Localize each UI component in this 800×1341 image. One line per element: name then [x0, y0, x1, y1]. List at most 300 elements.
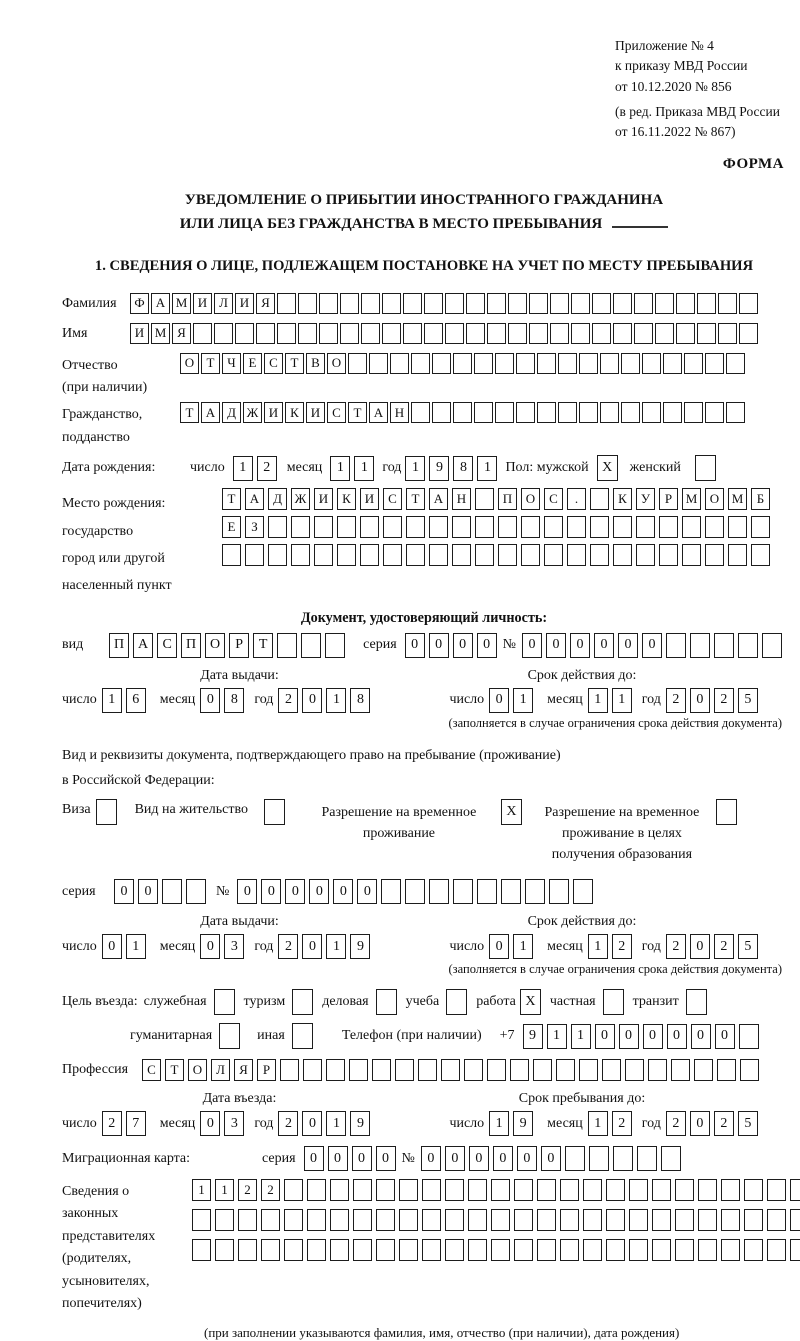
char-cell[interactable]: [613, 516, 632, 538]
char-cell[interactable]: Р: [257, 1059, 276, 1081]
char-cell[interactable]: С: [383, 488, 402, 510]
char-cell[interactable]: 1: [330, 456, 350, 481]
char-cell[interactable]: 0: [200, 934, 220, 959]
char-cell[interactable]: [360, 544, 379, 566]
char-cell[interactable]: [636, 544, 655, 566]
char-cell[interactable]: [621, 402, 640, 423]
char-cell[interactable]: [383, 544, 402, 566]
char-cell[interactable]: Т: [222, 488, 241, 510]
char-cell[interactable]: [432, 353, 451, 374]
char-cell[interactable]: [629, 1239, 648, 1261]
char-cell[interactable]: 2: [666, 1111, 686, 1136]
char-cell[interactable]: 0: [352, 1146, 372, 1171]
char-cell[interactable]: [491, 1239, 510, 1261]
char-cell[interactable]: [728, 544, 747, 566]
char-cell[interactable]: 1: [489, 1111, 509, 1136]
char-cell[interactable]: [514, 1209, 533, 1231]
char-cell[interactable]: [192, 1239, 211, 1261]
char-cell[interactable]: [579, 353, 598, 374]
char-cell[interactable]: 0: [302, 1111, 322, 1136]
char-cell[interactable]: [714, 633, 734, 658]
char-cell[interactable]: [592, 323, 611, 344]
char-cell[interactable]: [606, 1179, 625, 1201]
char-cell[interactable]: [565, 1146, 585, 1171]
char-cell[interactable]: 0: [138, 879, 158, 904]
char-cell[interactable]: [399, 1179, 418, 1201]
char-cell[interactable]: [284, 1179, 303, 1201]
char-cell[interactable]: И: [193, 293, 212, 314]
char-cell[interactable]: [475, 488, 494, 510]
char-cell[interactable]: С: [264, 353, 283, 374]
char-cell[interactable]: Н: [452, 488, 471, 510]
char-cell[interactable]: 1: [588, 1111, 608, 1136]
char-cell[interactable]: [245, 544, 264, 566]
char-cell[interactable]: Т: [285, 353, 304, 374]
char-cell[interactable]: [560, 1179, 579, 1201]
char-cell[interactable]: 0: [309, 879, 329, 904]
humanitarian-checkbox[interactable]: [219, 1023, 240, 1049]
char-cell[interactable]: [567, 544, 586, 566]
char-cell[interactable]: 0: [237, 879, 257, 904]
char-cell[interactable]: [744, 1209, 763, 1231]
char-cell[interactable]: С: [544, 488, 563, 510]
char-cell[interactable]: [291, 516, 310, 538]
char-cell[interactable]: [475, 544, 494, 566]
char-cell[interactable]: А: [133, 633, 153, 658]
char-cell[interactable]: 0: [715, 1024, 735, 1049]
char-cell[interactable]: [613, 1146, 633, 1171]
char-cell[interactable]: [606, 1209, 625, 1231]
char-cell[interactable]: [238, 1209, 257, 1231]
char-cell[interactable]: [353, 1209, 372, 1231]
char-cell[interactable]: [453, 402, 472, 423]
char-cell[interactable]: [583, 1179, 602, 1201]
char-cell[interactable]: [606, 1239, 625, 1261]
char-cell[interactable]: [544, 544, 563, 566]
char-cell[interactable]: 1: [612, 688, 632, 713]
char-cell[interactable]: 5: [738, 1111, 758, 1136]
char-cell[interactable]: [697, 293, 716, 314]
char-cell[interactable]: [330, 1209, 349, 1231]
char-cell[interactable]: [751, 516, 770, 538]
char-cell[interactable]: [261, 1209, 280, 1231]
char-cell[interactable]: М: [172, 293, 191, 314]
char-cell[interactable]: 0: [429, 633, 449, 658]
char-cell[interactable]: [698, 1209, 717, 1231]
char-cell[interactable]: И: [235, 293, 254, 314]
char-cell[interactable]: 0: [690, 688, 710, 713]
char-cell[interactable]: 0: [570, 633, 590, 658]
char-cell[interactable]: 0: [405, 633, 425, 658]
char-cell[interactable]: Т: [253, 633, 273, 658]
char-cell[interactable]: 1: [354, 456, 374, 481]
char-cell[interactable]: 0: [102, 934, 122, 959]
char-cell[interactable]: Ж: [243, 402, 262, 423]
char-cell[interactable]: [529, 323, 548, 344]
char-cell[interactable]: 0: [594, 633, 614, 658]
char-cell[interactable]: [705, 353, 724, 374]
char-cell[interactable]: [573, 879, 593, 904]
char-cell[interactable]: [529, 293, 548, 314]
char-cell[interactable]: Т: [348, 402, 367, 423]
char-cell[interactable]: 1: [102, 688, 122, 713]
char-cell[interactable]: [349, 1059, 368, 1081]
char-cell[interactable]: [636, 516, 655, 538]
temp-residence-education-checkbox[interactable]: [716, 799, 737, 825]
char-cell[interactable]: [514, 1239, 533, 1261]
char-cell[interactable]: 0: [376, 1146, 396, 1171]
char-cell[interactable]: 0: [690, 1111, 710, 1136]
char-cell[interactable]: 1: [477, 456, 497, 481]
char-cell[interactable]: [613, 323, 632, 344]
char-cell[interactable]: 0: [302, 688, 322, 713]
char-cell[interactable]: [445, 293, 464, 314]
char-cell[interactable]: [319, 293, 338, 314]
char-cell[interactable]: Б: [751, 488, 770, 510]
char-cell[interactable]: 0: [643, 1024, 663, 1049]
char-cell[interactable]: [284, 1239, 303, 1261]
char-cell[interactable]: [429, 516, 448, 538]
char-cell[interactable]: [381, 879, 401, 904]
char-cell[interactable]: 2: [612, 1111, 632, 1136]
char-cell[interactable]: К: [613, 488, 632, 510]
char-cell[interactable]: [634, 323, 653, 344]
char-cell[interactable]: [676, 293, 695, 314]
char-cell[interactable]: [186, 879, 206, 904]
char-cell[interactable]: 2: [714, 934, 734, 959]
char-cell[interactable]: [340, 323, 359, 344]
char-cell[interactable]: [537, 1179, 556, 1201]
char-cell[interactable]: [291, 544, 310, 566]
char-cell[interactable]: .: [567, 488, 586, 510]
char-cell[interactable]: Р: [659, 488, 678, 510]
char-cell[interactable]: [466, 293, 485, 314]
char-cell[interactable]: [533, 1059, 552, 1081]
char-cell[interactable]: Л: [214, 293, 233, 314]
char-cell[interactable]: 5: [738, 934, 758, 959]
char-cell[interactable]: 1: [588, 688, 608, 713]
char-cell[interactable]: О: [205, 633, 225, 658]
char-cell[interactable]: [659, 544, 678, 566]
char-cell[interactable]: [726, 353, 745, 374]
char-cell[interactable]: [235, 323, 254, 344]
char-cell[interactable]: [684, 353, 703, 374]
char-cell[interactable]: [399, 1209, 418, 1231]
char-cell[interactable]: [682, 516, 701, 538]
char-cell[interactable]: Я: [234, 1059, 253, 1081]
char-cell[interactable]: [690, 633, 710, 658]
char-cell[interactable]: [790, 1179, 800, 1201]
char-cell[interactable]: 0: [489, 934, 509, 959]
char-cell[interactable]: [676, 323, 695, 344]
char-cell[interactable]: [684, 402, 703, 423]
work-checkbox[interactable]: X: [520, 989, 541, 1015]
char-cell[interactable]: [744, 1179, 763, 1201]
char-cell[interactable]: [560, 1209, 579, 1231]
char-cell[interactable]: [369, 353, 388, 374]
char-cell[interactable]: 2: [612, 934, 632, 959]
char-cell[interactable]: [307, 1209, 326, 1231]
char-cell[interactable]: [525, 879, 545, 904]
char-cell[interactable]: [602, 1059, 621, 1081]
char-cell[interactable]: [721, 1239, 740, 1261]
char-cell[interactable]: [751, 544, 770, 566]
char-cell[interactable]: О: [180, 353, 199, 374]
char-cell[interactable]: [675, 1209, 694, 1231]
char-cell[interactable]: [671, 1059, 690, 1081]
char-cell[interactable]: 1: [571, 1024, 591, 1049]
char-cell[interactable]: [659, 516, 678, 538]
char-cell[interactable]: [642, 353, 661, 374]
char-cell[interactable]: 0: [328, 1146, 348, 1171]
char-cell[interactable]: [399, 1239, 418, 1261]
char-cell[interactable]: А: [201, 402, 220, 423]
char-cell[interactable]: 9: [429, 456, 449, 481]
char-cell[interactable]: [337, 544, 356, 566]
char-cell[interactable]: П: [498, 488, 517, 510]
char-cell[interactable]: [411, 402, 430, 423]
char-cell[interactable]: [718, 323, 737, 344]
char-cell[interactable]: Ф: [130, 293, 149, 314]
char-cell[interactable]: [330, 1179, 349, 1201]
char-cell[interactable]: [238, 1239, 257, 1261]
char-cell[interactable]: [744, 1239, 763, 1261]
char-cell[interactable]: [429, 879, 449, 904]
char-cell[interactable]: [468, 1179, 487, 1201]
char-cell[interactable]: Е: [222, 516, 241, 538]
char-cell[interactable]: [682, 544, 701, 566]
char-cell[interactable]: [634, 293, 653, 314]
char-cell[interactable]: [537, 353, 556, 374]
char-cell[interactable]: [516, 402, 535, 423]
char-cell[interactable]: 1: [233, 456, 253, 481]
char-cell[interactable]: 2: [666, 934, 686, 959]
char-cell[interactable]: 2: [238, 1179, 257, 1201]
char-cell[interactable]: [468, 1209, 487, 1231]
char-cell[interactable]: [429, 544, 448, 566]
char-cell[interactable]: [590, 488, 609, 510]
char-cell[interactable]: [663, 353, 682, 374]
char-cell[interactable]: [621, 353, 640, 374]
char-cell[interactable]: [298, 323, 317, 344]
char-cell[interactable]: 9: [513, 1111, 533, 1136]
char-cell[interactable]: [340, 293, 359, 314]
char-cell[interactable]: [655, 293, 674, 314]
char-cell[interactable]: 0: [691, 1024, 711, 1049]
char-cell[interactable]: [405, 879, 425, 904]
char-cell[interactable]: [330, 1239, 349, 1261]
char-cell[interactable]: [418, 1059, 437, 1081]
char-cell[interactable]: [468, 1239, 487, 1261]
char-cell[interactable]: [694, 1059, 713, 1081]
char-cell[interactable]: [567, 516, 586, 538]
char-cell[interactable]: [705, 402, 724, 423]
char-cell[interactable]: П: [109, 633, 129, 658]
char-cell[interactable]: 1: [513, 934, 533, 959]
char-cell[interactable]: [441, 1059, 460, 1081]
char-cell[interactable]: [592, 293, 611, 314]
char-cell[interactable]: [277, 323, 296, 344]
char-cell[interactable]: И: [314, 488, 333, 510]
char-cell[interactable]: 1: [326, 1111, 346, 1136]
official-checkbox[interactable]: [214, 989, 235, 1015]
char-cell[interactable]: [698, 1179, 717, 1201]
char-cell[interactable]: 8: [224, 688, 244, 713]
char-cell[interactable]: [372, 1059, 391, 1081]
char-cell[interactable]: [516, 353, 535, 374]
char-cell[interactable]: [495, 402, 514, 423]
char-cell[interactable]: [382, 323, 401, 344]
char-cell[interactable]: [432, 402, 451, 423]
char-cell[interactable]: 1: [326, 934, 346, 959]
char-cell[interactable]: [319, 323, 338, 344]
char-cell[interactable]: 0: [517, 1146, 537, 1171]
char-cell[interactable]: [514, 1179, 533, 1201]
char-cell[interactable]: [193, 323, 212, 344]
char-cell[interactable]: З: [245, 516, 264, 538]
char-cell[interactable]: [445, 1239, 464, 1261]
char-cell[interactable]: [307, 1179, 326, 1201]
other-checkbox[interactable]: [292, 1023, 313, 1049]
char-cell[interactable]: 0: [357, 879, 377, 904]
char-cell[interactable]: 0: [690, 934, 710, 959]
char-cell[interactable]: [487, 293, 506, 314]
char-cell[interactable]: 5: [738, 688, 758, 713]
char-cell[interactable]: [590, 544, 609, 566]
char-cell[interactable]: М: [682, 488, 701, 510]
char-cell[interactable]: [325, 633, 345, 658]
char-cell[interactable]: [382, 293, 401, 314]
char-cell[interactable]: [726, 402, 745, 423]
char-cell[interactable]: Л: [211, 1059, 230, 1081]
char-cell[interactable]: [424, 323, 443, 344]
char-cell[interactable]: [625, 1059, 644, 1081]
char-cell[interactable]: [508, 293, 527, 314]
char-cell[interactable]: [487, 323, 506, 344]
char-cell[interactable]: 2: [278, 688, 298, 713]
char-cell[interactable]: [550, 323, 569, 344]
char-cell[interactable]: [698, 1239, 717, 1261]
char-cell[interactable]: 1: [405, 456, 425, 481]
char-cell[interactable]: Д: [222, 402, 241, 423]
char-cell[interactable]: [390, 353, 409, 374]
char-cell[interactable]: [192, 1209, 211, 1231]
char-cell[interactable]: 1: [326, 688, 346, 713]
char-cell[interactable]: [474, 353, 493, 374]
char-cell[interactable]: [550, 293, 569, 314]
char-cell[interactable]: 8: [350, 688, 370, 713]
char-cell[interactable]: И: [130, 323, 149, 344]
char-cell[interactable]: [652, 1239, 671, 1261]
char-cell[interactable]: [314, 516, 333, 538]
char-cell[interactable]: [767, 1179, 786, 1201]
char-cell[interactable]: 0: [595, 1024, 615, 1049]
residence-permit-checkbox[interactable]: [264, 799, 285, 825]
char-cell[interactable]: П: [181, 633, 201, 658]
transit-checkbox[interactable]: [686, 989, 707, 1015]
char-cell[interactable]: 0: [302, 934, 322, 959]
char-cell[interactable]: Н: [390, 402, 409, 423]
char-cell[interactable]: 1: [588, 934, 608, 959]
char-cell[interactable]: [583, 1209, 602, 1231]
char-cell[interactable]: О: [521, 488, 540, 510]
char-cell[interactable]: 0: [200, 1111, 220, 1136]
char-cell[interactable]: 1: [513, 688, 533, 713]
char-cell[interactable]: [655, 323, 674, 344]
char-cell[interactable]: [445, 323, 464, 344]
char-cell[interactable]: [487, 1059, 506, 1081]
char-cell[interactable]: [353, 1179, 372, 1201]
char-cell[interactable]: К: [285, 402, 304, 423]
char-cell[interactable]: [361, 293, 380, 314]
sex-female-checkbox[interactable]: [695, 455, 716, 481]
char-cell[interactable]: [648, 1059, 667, 1081]
char-cell[interactable]: Ч: [222, 353, 241, 374]
char-cell[interactable]: [629, 1179, 648, 1201]
char-cell[interactable]: [790, 1239, 800, 1261]
char-cell[interactable]: 0: [285, 879, 305, 904]
char-cell[interactable]: [521, 544, 540, 566]
private-checkbox[interactable]: [603, 989, 624, 1015]
char-cell[interactable]: [495, 353, 514, 374]
char-cell[interactable]: 0: [421, 1146, 441, 1171]
char-cell[interactable]: 7: [126, 1111, 146, 1136]
char-cell[interactable]: [361, 323, 380, 344]
char-cell[interactable]: [600, 402, 619, 423]
char-cell[interactable]: [422, 1209, 441, 1231]
char-cell[interactable]: [477, 879, 497, 904]
char-cell[interactable]: [422, 1239, 441, 1261]
char-cell[interactable]: 9: [523, 1024, 543, 1049]
char-cell[interactable]: [637, 1146, 657, 1171]
char-cell[interactable]: [508, 323, 527, 344]
char-cell[interactable]: [762, 633, 782, 658]
char-cell[interactable]: [491, 1209, 510, 1231]
char-cell[interactable]: Е: [243, 353, 262, 374]
char-cell[interactable]: 0: [477, 633, 497, 658]
char-cell[interactable]: 0: [114, 879, 134, 904]
char-cell[interactable]: 1: [215, 1179, 234, 1201]
char-cell[interactable]: 9: [350, 934, 370, 959]
char-cell[interactable]: [314, 544, 333, 566]
char-cell[interactable]: И: [360, 488, 379, 510]
char-cell[interactable]: 0: [522, 633, 542, 658]
char-cell[interactable]: [705, 516, 724, 538]
char-cell[interactable]: 0: [667, 1024, 687, 1049]
char-cell[interactable]: О: [705, 488, 724, 510]
char-cell[interactable]: [376, 1239, 395, 1261]
char-cell[interactable]: [452, 544, 471, 566]
char-cell[interactable]: 1: [192, 1179, 211, 1201]
sex-male-checkbox[interactable]: X: [597, 455, 618, 481]
char-cell[interactable]: [353, 1239, 372, 1261]
char-cell[interactable]: [613, 544, 632, 566]
char-cell[interactable]: [544, 516, 563, 538]
char-cell[interactable]: [498, 544, 517, 566]
char-cell[interactable]: 0: [304, 1146, 324, 1171]
char-cell[interactable]: [422, 1179, 441, 1201]
char-cell[interactable]: [571, 293, 590, 314]
char-cell[interactable]: [475, 516, 494, 538]
visa-checkbox[interactable]: [96, 799, 117, 825]
char-cell[interactable]: 2: [102, 1111, 122, 1136]
char-cell[interactable]: 2: [714, 1111, 734, 1136]
char-cell[interactable]: Т: [201, 353, 220, 374]
char-cell[interactable]: 2: [666, 688, 686, 713]
char-cell[interactable]: [767, 1239, 786, 1261]
char-cell[interactable]: [376, 1209, 395, 1231]
char-cell[interactable]: [739, 1024, 759, 1049]
